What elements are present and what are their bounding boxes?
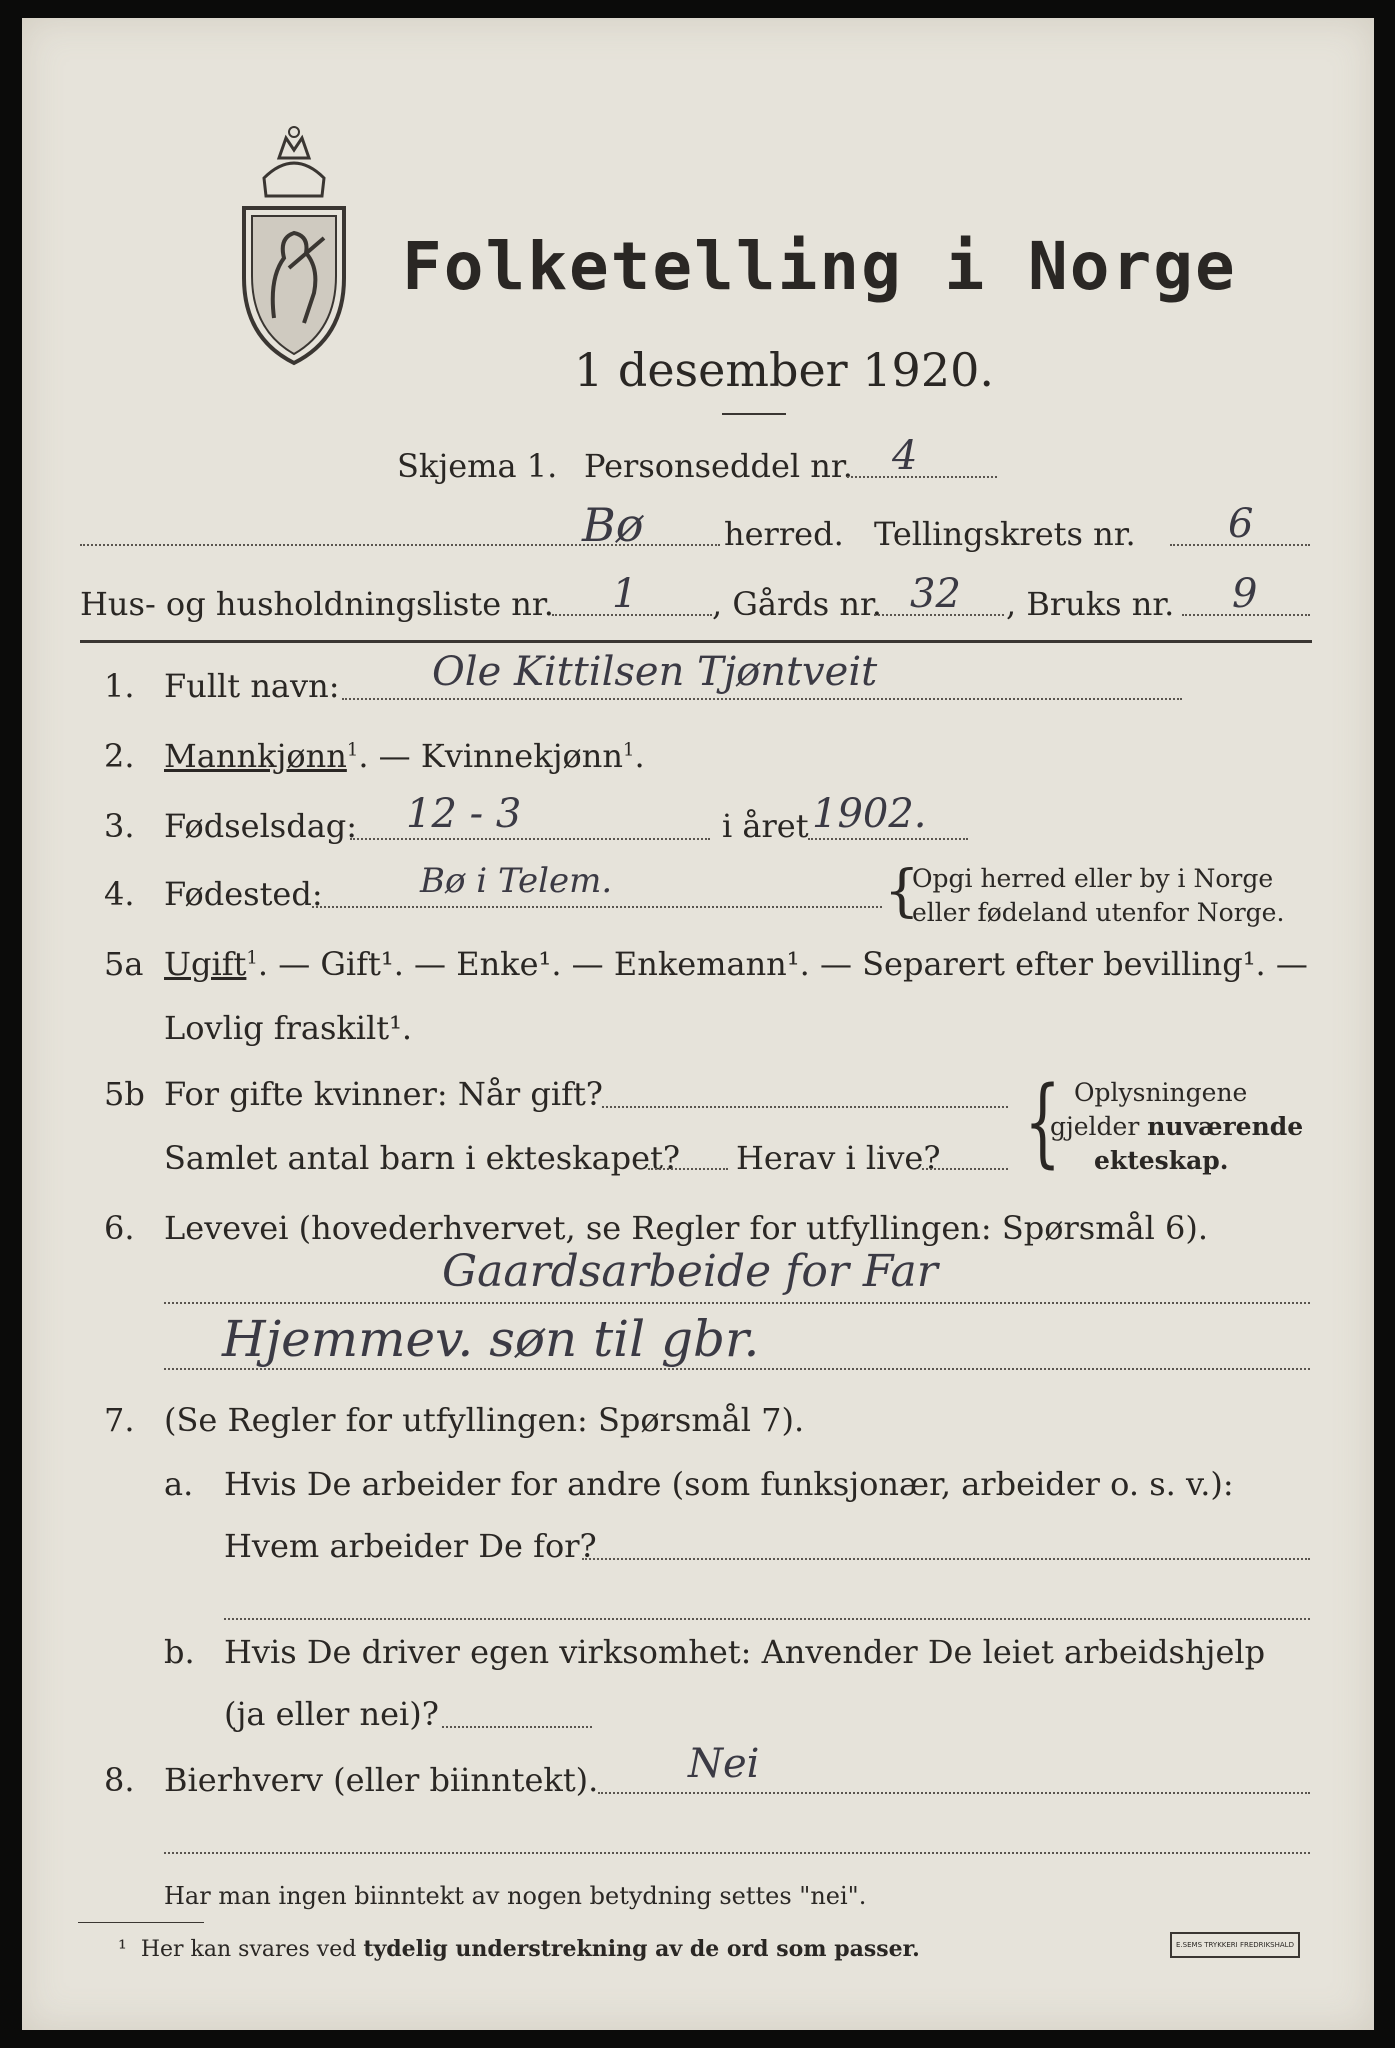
gards-label: , Gårds nr.: [712, 585, 882, 623]
q7b-number: b.: [164, 1633, 195, 1671]
census-form: [22, 18, 1374, 2030]
herred-label: herred.: [724, 515, 844, 553]
footnote-mark: ¹: [118, 1937, 127, 1962]
q7b-label-2: (ja eller nei)?: [224, 1695, 439, 1733]
q3-number: 3.: [104, 807, 135, 845]
q7b-label: Hvis De driver egen virksomhet: Anvender De leiet arbeidshjelp: [224, 1633, 1266, 1671]
form-date: 1 desember 1920.: [574, 343, 994, 397]
q5b-label-2: Samlet antal barn i ekteskapet?: [164, 1139, 681, 1177]
bruks-label: , Bruks nr.: [1006, 585, 1175, 623]
q7a-label: Hvis De arbeider for andre (som funksjonær, arbeider o. s. v.):: [224, 1465, 1234, 1503]
q5b-line-1: [602, 1106, 1008, 1108]
q3-year-label: i året: [722, 807, 809, 845]
q5b-note-3: ekteskap.: [1094, 1146, 1229, 1175]
q4-value: Bø i Telem.: [420, 861, 613, 901]
herred-value: Bø: [582, 498, 644, 552]
q2-end: .: [634, 737, 645, 775]
q5b-line-2: [648, 1168, 728, 1170]
q6-value-1: Gaardsarbeide for Far: [442, 1246, 938, 1297]
q3-year-value: 1902.: [812, 791, 927, 837]
q3-line: [350, 838, 710, 840]
q2-sep: . —: [358, 737, 421, 775]
q8-value: Nei: [688, 1741, 760, 1787]
q5b-brace: {: [1024, 1066, 1061, 1178]
q6-line-2: [164, 1368, 1310, 1370]
personseddel-label: Personseddel nr.: [584, 447, 853, 485]
q2-options: Mannkjønn$^1$. — Kvinnekjønn$^1$.: [164, 737, 645, 775]
footnote-rule: [78, 1922, 204, 1923]
personseddel-line: [847, 476, 997, 478]
form-title: Folketelling i Norge: [402, 228, 1237, 305]
tellingskrets-value: 6: [1228, 501, 1254, 547]
q1-label: Fullt navn:: [164, 667, 340, 705]
q7-number: 7.: [104, 1401, 135, 1439]
q6-label: Levevei (hovederhvervet, se Regler for utfyllingen: Spørsmål 6).: [164, 1209, 1209, 1247]
q3-label: Fødselsdag:: [164, 807, 358, 845]
q3-year-line: [808, 838, 968, 840]
q8-line: [598, 1792, 1310, 1794]
q1-line: [342, 698, 1182, 700]
footnote-b: tydelig understrekning av de ord som passer.: [363, 1936, 920, 1962]
q4-note-2: eller fødeland utenfor Norge.: [912, 898, 1285, 927]
q5a-options: Ugift$^1$. — Gift¹. — Enke¹. — Enkemann¹. — Separert efter bevilling¹. —: [164, 945, 1308, 983]
printer-text: E.SEMS TRYKKERI FREDRIKSHALD: [1176, 1941, 1294, 1949]
q5b-note-2-wrap: [1050, 1112, 1303, 1142]
q5b-number: 5b: [104, 1075, 145, 1113]
q1-number: 1.: [104, 667, 135, 705]
q7a-line-2: [224, 1618, 1310, 1620]
q7a-label-2: Hvem arbeider De for?: [224, 1527, 597, 1565]
q6-number: 6.: [104, 1209, 135, 1247]
q6-line-1: [164, 1302, 1310, 1304]
q3-value: 12 - 3: [406, 791, 522, 837]
footer-note: Har man ingen biinntekt av nogen betydning settes "nei".: [164, 1882, 867, 1910]
tellingskrets-label: Tellingskrets nr.: [874, 515, 1136, 553]
q5a-rest: . — Gift¹. — Enke¹. — Enkemann¹. — Separert efter bevilling¹. —: [257, 945, 1308, 983]
bruks-value: 9: [1232, 571, 1258, 617]
q6-value-2: Hjemmev. søn til gbr.: [222, 1310, 760, 1368]
q5b-label-1: For gifte kvinner: Når gift?: [164, 1075, 603, 1113]
q7a-line: [582, 1558, 1310, 1560]
q2-male: Mannkjønn: [164, 737, 347, 775]
husholdning-label: Hus- og husholdningsliste nr.: [80, 585, 554, 623]
q5b-label-3: Herav i live?: [736, 1139, 941, 1177]
q2-female: Kvinnekjønn: [420, 737, 623, 775]
q5b-note-2: gjelder: [1050, 1112, 1140, 1141]
q8-number: 8.: [104, 1761, 135, 1799]
q7b-line: [442, 1726, 592, 1728]
q7a-number: a.: [164, 1465, 194, 1503]
q4-label: Fødested:: [164, 875, 323, 913]
q8-label: Bierhverv (eller biinntekt).: [164, 1761, 599, 1799]
divider: [722, 413, 786, 415]
header-rule: [80, 640, 1312, 643]
q2-number: 2.: [104, 737, 135, 775]
q8-line-2: [164, 1852, 1310, 1854]
q5b-line-3: [922, 1168, 1008, 1170]
q5b-note-2b: nuværende: [1147, 1112, 1304, 1141]
footnote-a: Her kan svares ved: [140, 1937, 357, 1962]
footnote: [118, 1936, 920, 1962]
q4-brace: {: [884, 859, 920, 924]
q5a-ugift: Ugift: [164, 945, 247, 983]
q5b-note-1: Oplysningene: [1074, 1078, 1248, 1107]
q5a-line2: Lovlig fraskilt¹.: [164, 1009, 413, 1047]
gards-value: 32: [910, 571, 961, 617]
q1-value: Ole Kittilsen Tjøntveit: [432, 649, 878, 695]
skjema-label: Skjema 1.: [397, 447, 558, 485]
printer-mark: [1170, 1932, 1300, 1958]
q7-label: (Se Regler for utfyllingen: Spørsmål 7).: [164, 1401, 805, 1439]
husholdning-value: 1: [612, 571, 638, 617]
personseddel-value: 4: [892, 433, 918, 479]
coat-of-arms-icon: [234, 118, 354, 372]
q4-line: [312, 906, 882, 908]
q4-note-1: Opgi herred eller by i Norge: [912, 864, 1274, 893]
q4-number: 4.: [104, 875, 135, 913]
q5a-number: 5a: [104, 945, 144, 983]
